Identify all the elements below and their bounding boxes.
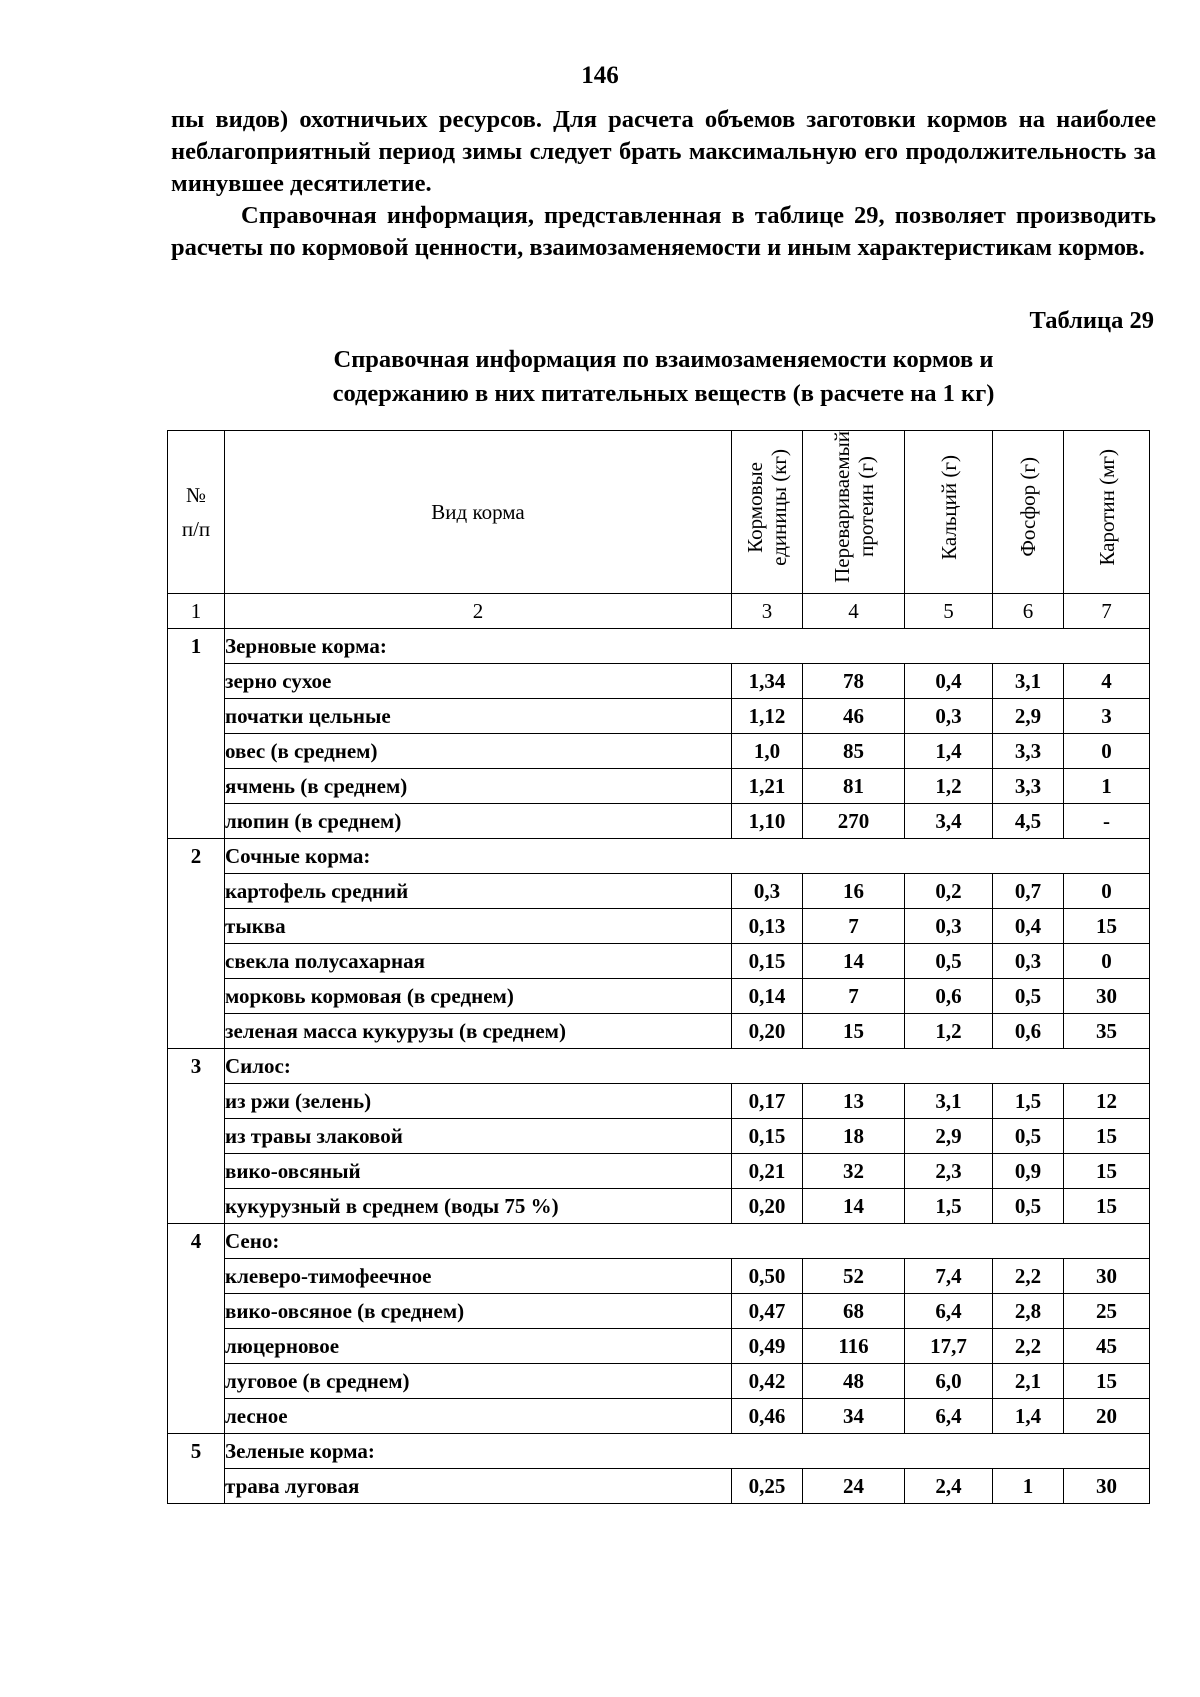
group-title: Сочные корма: <box>225 838 1150 873</box>
protein-value: 13 <box>803 1083 905 1118</box>
paragraph: Справочная информация, представленная в таблице 29, позволяет производить расчеты по кормовой ценности, взаимозаменяемости и иным характеристикам кормов. <box>171 202 1156 261</box>
feed-name: из травы злаковой <box>225 1118 732 1153</box>
column-number: 7 <box>1064 593 1150 628</box>
header-protein <box>803 431 905 594</box>
group-row <box>168 628 1150 663</box>
feed-units-value: 0,15 <box>732 1118 803 1153</box>
calcium-value: 0,2 <box>905 873 993 908</box>
header-carotene <box>1064 431 1150 594</box>
header-protein-line: протеин (г) <box>853 456 878 558</box>
feed-units-value: 0,17 <box>732 1083 803 1118</box>
table-label: Таблица 29 <box>1029 307 1154 334</box>
feed-units-value: 0,49 <box>732 1328 803 1363</box>
phosphorus-value: 0,5 <box>993 1118 1064 1153</box>
table-row <box>168 908 1150 943</box>
header-feed-units <box>732 431 803 594</box>
carotene-value: 0 <box>1064 943 1150 978</box>
protein-value: 116 <box>803 1328 905 1363</box>
table-caption <box>171 343 1156 411</box>
carotene-value: 30 <box>1064 1468 1150 1503</box>
feed-name: морковь кормовая (в среднем) <box>225 978 732 1013</box>
phosphorus-value: 0,5 <box>993 978 1064 1013</box>
calcium-value: 3,1 <box>905 1083 993 1118</box>
group-row <box>168 1048 1150 1083</box>
protein-value: 32 <box>803 1153 905 1188</box>
protein-value: 270 <box>803 803 905 838</box>
calcium-value: 2,3 <box>905 1153 993 1188</box>
calcium-value: 2,9 <box>905 1118 993 1153</box>
header-feed-units-line: единицы (кг) <box>767 448 791 566</box>
table-row <box>168 1293 1150 1328</box>
column-number: 4 <box>803 593 905 628</box>
phosphorus-value: 1,5 <box>993 1083 1064 1118</box>
feed-units-value: 0,46 <box>732 1398 803 1433</box>
feed-units-value: 0,50 <box>732 1258 803 1293</box>
table-row <box>168 1153 1150 1188</box>
feed-name: из ржи (зелень) <box>225 1083 732 1118</box>
feed-units-value: 0,42 <box>732 1363 803 1398</box>
header-feed-units-line: Кормовые <box>743 461 767 553</box>
calcium-value: 2,4 <box>905 1468 993 1503</box>
feed-name: початки цельные <box>225 698 732 733</box>
carotene-value: 15 <box>1064 1363 1150 1398</box>
group-number: 4 <box>168 1223 225 1433</box>
table-row <box>168 1188 1150 1223</box>
carotene-value: 15 <box>1064 1188 1150 1223</box>
protein-value: 85 <box>803 733 905 768</box>
table-row <box>168 698 1150 733</box>
column-number: 3 <box>732 593 803 628</box>
calcium-value: 6,0 <box>905 1363 993 1398</box>
phosphorus-value: 1 <box>993 1468 1064 1503</box>
table-header-row <box>168 431 1150 594</box>
calcium-value: 1,2 <box>905 768 993 803</box>
header-phosphorus-text: Фосфор (г) <box>1016 457 1040 557</box>
table-row <box>168 1468 1150 1503</box>
phosphorus-value: 3,1 <box>993 663 1064 698</box>
table-row <box>168 663 1150 698</box>
protein-value: 16 <box>803 873 905 908</box>
phosphorus-value: 0,3 <box>993 943 1064 978</box>
carotene-value: 0 <box>1064 733 1150 768</box>
table-row <box>168 1083 1150 1118</box>
carotene-value: 45 <box>1064 1328 1150 1363</box>
header-phosphorus <box>993 431 1064 594</box>
calcium-value: 0,3 <box>905 908 993 943</box>
header-feed-type-text: Вид корма <box>431 499 525 524</box>
protein-value: 15 <box>803 1013 905 1048</box>
calcium-value: 3,4 <box>905 803 993 838</box>
group-title: Зерновые корма: <box>225 628 1150 663</box>
calcium-value: 0,4 <box>905 663 993 698</box>
group-row <box>168 838 1150 873</box>
phosphorus-value: 2,9 <box>993 698 1064 733</box>
carotene-value: 30 <box>1064 978 1150 1013</box>
carotene-value: 25 <box>1064 1293 1150 1328</box>
protein-value: 46 <box>803 698 905 733</box>
calcium-value: 17,7 <box>905 1328 993 1363</box>
column-numbers-row <box>168 593 1150 628</box>
phosphorus-value: 2,8 <box>993 1293 1064 1328</box>
carotene-value: 1 <box>1064 768 1150 803</box>
calcium-value: 1,2 <box>905 1013 993 1048</box>
table-row <box>168 733 1150 768</box>
group-title: Сено: <box>225 1223 1150 1258</box>
feed-units-value: 1,0 <box>732 733 803 768</box>
phosphorus-value: 0,5 <box>993 1188 1064 1223</box>
header-calcium-text: Кальций (г) <box>936 454 961 560</box>
feed-name: клеверо-тимофеечное <box>225 1258 732 1293</box>
header-number-line: п/п <box>181 516 211 541</box>
feed-units-value: 0,20 <box>732 1188 803 1223</box>
carotene-value: - <box>1064 803 1150 838</box>
calcium-value: 0,3 <box>905 698 993 733</box>
feed-name: вико-овсяный <box>225 1153 732 1188</box>
table-row <box>168 873 1150 908</box>
feed-name: зеленая масса кукурузы (в среднем) <box>225 1013 732 1048</box>
phosphorus-value: 2,2 <box>993 1258 1064 1293</box>
protein-value: 7 <box>803 978 905 1013</box>
column-number: 5 <box>905 593 993 628</box>
carotene-value: 15 <box>1064 1118 1150 1153</box>
feed-units-value: 0,13 <box>732 908 803 943</box>
table-row <box>168 768 1150 803</box>
calcium-value: 0,5 <box>905 943 993 978</box>
column-number: 6 <box>993 593 1064 628</box>
group-number: 1 <box>168 628 225 838</box>
column-number: 2 <box>225 593 732 628</box>
table-row <box>168 1328 1150 1363</box>
feed-name: лесное <box>225 1398 732 1433</box>
table-row <box>168 1118 1150 1153</box>
header-number-line: № <box>185 482 207 507</box>
table-caption-line: содержанию в них питательных веществ (в расчете на 1 кг) <box>332 380 995 407</box>
feed-units-value: 1,12 <box>732 698 803 733</box>
feed-name: тыква <box>225 908 732 943</box>
phosphorus-value: 0,9 <box>993 1153 1064 1188</box>
protein-value: 68 <box>803 1293 905 1328</box>
group-title: Зеленые корма: <box>225 1433 1150 1468</box>
calcium-value: 1,4 <box>905 733 993 768</box>
calcium-value: 1,5 <box>905 1188 993 1223</box>
feed-table <box>167 430 1150 1504</box>
group-title: Силос: <box>225 1048 1150 1083</box>
phosphorus-value: 2,2 <box>993 1328 1064 1363</box>
table-row <box>168 1363 1150 1398</box>
feed-units-value: 1,21 <box>732 768 803 803</box>
phosphorus-value: 0,7 <box>993 873 1064 908</box>
feed-name: картофель средний <box>225 873 732 908</box>
protein-value: 18 <box>803 1118 905 1153</box>
feed-units-value: 0,3 <box>732 873 803 908</box>
calcium-value: 0,6 <box>905 978 993 1013</box>
feed-units-value: 0,47 <box>732 1293 803 1328</box>
header-feed-type <box>225 431 732 594</box>
feed-name: ячмень (в среднем) <box>225 768 732 803</box>
table-row <box>168 943 1150 978</box>
phosphorus-value: 2,1 <box>993 1363 1064 1398</box>
carotene-value: 35 <box>1064 1013 1150 1048</box>
carotene-value: 30 <box>1064 1258 1150 1293</box>
feed-name: кукурузный в среднем (воды 75 %) <box>225 1188 732 1223</box>
carotene-value: 3 <box>1064 698 1150 733</box>
feed-name: вико-овсяное (в среднем) <box>225 1293 732 1328</box>
protein-value: 24 <box>803 1468 905 1503</box>
table-row <box>168 1398 1150 1433</box>
carotene-value: 12 <box>1064 1083 1150 1118</box>
carotene-value: 4 <box>1064 663 1150 698</box>
feed-units-value: 0,21 <box>732 1153 803 1188</box>
column-number: 1 <box>168 593 225 628</box>
carotene-value: 0 <box>1064 873 1150 908</box>
feed-table-body <box>168 628 1150 1503</box>
feed-name: люцерновое <box>225 1328 732 1363</box>
feed-name: трава луговая <box>225 1468 732 1503</box>
phosphorus-value: 3,3 <box>993 733 1064 768</box>
phosphorus-value: 1,4 <box>993 1398 1064 1433</box>
calcium-value: 7,4 <box>905 1258 993 1293</box>
table-caption-line: Справочная информация по взаимозаменяемости кормов и <box>333 346 994 373</box>
header-calcium <box>905 431 993 594</box>
header-carotene-text: Каротин (мг) <box>1094 448 1119 566</box>
table-row <box>168 978 1150 1013</box>
protein-value: 78 <box>803 663 905 698</box>
protein-value: 7 <box>803 908 905 943</box>
feed-name: свекла полусахарная <box>225 943 732 978</box>
table-row <box>168 803 1150 838</box>
group-row <box>168 1223 1150 1258</box>
calcium-value: 6,4 <box>905 1398 993 1433</box>
phosphorus-value: 0,6 <box>993 1013 1064 1048</box>
feed-units-value: 1,34 <box>732 663 803 698</box>
protein-value: 52 <box>803 1258 905 1293</box>
carotene-value: 15 <box>1064 908 1150 943</box>
feed-name: луговое (в среднем) <box>225 1363 732 1398</box>
phosphorus-value: 0,4 <box>993 908 1064 943</box>
group-number: 2 <box>168 838 225 1048</box>
table-row <box>168 1013 1150 1048</box>
protein-value: 14 <box>803 1188 905 1223</box>
feed-units-value: 0,20 <box>732 1013 803 1048</box>
protein-value: 81 <box>803 768 905 803</box>
protein-value: 48 <box>803 1363 905 1398</box>
feed-name: люпин (в среднем) <box>225 803 732 838</box>
feed-units-value: 1,10 <box>732 803 803 838</box>
body-text <box>171 104 1156 264</box>
paragraph: пы видов) охотничьих ресурсов. Для расчета объемов заготовки кормов на наиболее неблагоприятный период зимы следует брать максимальную его продолжительность за минувшее десятилетие. <box>171 106 1156 197</box>
header-number <box>168 431 225 594</box>
carotene-value: 15 <box>1064 1153 1150 1188</box>
group-number: 5 <box>168 1433 225 1503</box>
feed-name: овес (в среднем) <box>225 733 732 768</box>
feed-name: зерно сухое <box>225 663 732 698</box>
feed-units-value: 0,14 <box>732 978 803 1013</box>
protein-value: 14 <box>803 943 905 978</box>
page-number: 146 <box>581 62 619 89</box>
protein-value: 34 <box>803 1398 905 1433</box>
phosphorus-value: 4,5 <box>993 803 1064 838</box>
feed-units-value: 0,25 <box>732 1468 803 1503</box>
phosphorus-value: 3,3 <box>993 768 1064 803</box>
group-row <box>168 1433 1150 1468</box>
calcium-value: 6,4 <box>905 1293 993 1328</box>
table-row <box>168 1258 1150 1293</box>
feed-units-value: 0,15 <box>732 943 803 978</box>
carotene-value: 20 <box>1064 1398 1150 1433</box>
header-protein-line: Перевариваемый <box>829 431 854 583</box>
group-number: 3 <box>168 1048 225 1223</box>
